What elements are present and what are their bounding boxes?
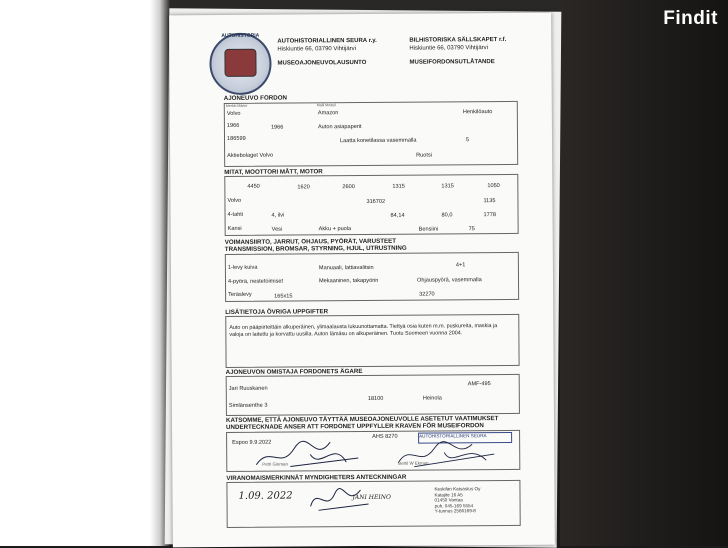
seats-value: 5 (466, 137, 470, 144)
cert-number-value: AHS 8270 (372, 433, 398, 440)
header-left (277, 38, 377, 68)
body-value: Kansi (227, 225, 242, 232)
wheels-value: Teräslevy (228, 291, 252, 298)
vehicle-section-title: AJONEUVO FORDON (223, 94, 288, 102)
volume-value: 1778 (483, 212, 497, 219)
cooling-value: Vesi (271, 226, 283, 233)
office-line-2: Katajite 16 A5 (434, 491, 463, 498)
society-stamp: AUTOHISTORIALLINEN SEURA (418, 432, 512, 444)
brakes-value: 4-pyörä, nestetoimiset (227, 278, 284, 285)
official-date-handwritten: 1.09. 2022 (238, 490, 293, 502)
dimensions-section-title: MITAT, MOOTTORI MÅTT, MOTOR (224, 168, 323, 176)
postal-value: 18100 (367, 395, 384, 402)
width-value: 1620 (297, 184, 310, 191)
society-seal (209, 33, 271, 95)
signer-2-name: Bertil W Ekman (398, 460, 429, 466)
year2-value: 1966 (270, 124, 284, 131)
official-section-title: VIRANOMAISMERKINNÄT MYNDIGHETERS ANTECKNINGAR (226, 473, 407, 482)
make-value: Volvo (226, 110, 241, 117)
manufacturer-value: Aktiebolaget Volvo (227, 152, 274, 159)
transmission-section-title (225, 238, 407, 253)
org-addr-fi: Hiskiuntie 66, 03790 Vihtijärvi (277, 45, 357, 53)
background-right (560, 0, 728, 546)
kind-value: Henkilöauto (462, 109, 493, 116)
model-value: Amazon (317, 110, 339, 117)
gearbox-value: Manuaali, lattiavalitsin (318, 264, 374, 272)
length-value: 4450 (247, 183, 260, 190)
weight-value: 1050 (487, 183, 500, 190)
notes-text: Auto on pääpiirteittäin alkuperäinen, ylimaalausta lukuunottamatta. Tiettyä osia kuten m.m. puskureita, maskia ja valoja on laitettu ja korvattu uusilla. Auton lämäsu on alkuperäinen. Tuotu Suomeen vuonna 2004. (229, 323, 498, 338)
seal-text: AUTOHISTORIA (221, 32, 260, 39)
owner-section-title: AJONEUVON OMISTAJA FORDONETS ÄGARE (225, 367, 363, 376)
title-sv: MUSEIFORDONSUTLÅTANDE (409, 59, 495, 66)
type-value: Auton asiapaperit (317, 123, 362, 131)
total-weight-value: 1135 (483, 198, 496, 205)
notes-box (225, 314, 519, 368)
ignition-value: Akku + puola (318, 226, 352, 233)
notes-section-title: LISÄTIETOJA ÖVRIGA UPPGIFTER (225, 308, 329, 316)
chassis-value: 186599 (226, 135, 246, 142)
model-label: Malli Modell (316, 103, 336, 108)
tyres-value: 165x15 (274, 293, 293, 300)
power-value: 75 (468, 226, 475, 233)
engine-no-value: 316702 (366, 198, 386, 205)
country-value: Ruotsi (416, 152, 433, 159)
track-front-value: 1315 (392, 183, 405, 190)
transmission-title-sv: TRANSMISSION, BROMSAR, STYRNING, HJUL, UTRUSTNING (224, 244, 407, 253)
official-signature-name: JANI HEINO (352, 493, 391, 502)
mechanical-brake-value: Mekaaninen, takapyörin (318, 277, 379, 285)
stroke-type-value: 4-tahti (227, 211, 244, 218)
owner-address-value: Simlänsenthe 3 (228, 402, 268, 409)
track-rear-value: 1315 (441, 183, 454, 190)
certify-line-fi: KATSOMME, ETTÄ AJONEUVO TÄYTTÄÄ MUSEOAJONEUVOLLE ASETETUT VAATIMUKSET (225, 415, 499, 424)
transmission-title-fi: VOIMANSIIRTO, JARRUT, OHJAUS, PYÖRÄT, VARUSTEET (224, 237, 397, 246)
make-label: Merkki Märke (225, 103, 248, 108)
office-line-5: Y-tunnus 2566169-8 (434, 508, 476, 514)
certify-line-sv: UNDERTECKNADE ANSER ATT FORDONET UPPFYLLER KRAVEN FÖR MUSEIFORDON (226, 422, 484, 431)
city-value: Heinola (422, 395, 442, 402)
museum-vehicle-certificate (169, 13, 555, 548)
owner-name-value: Jari Ruuskanen (228, 385, 268, 392)
clutch-value: 1-levy kuiva (227, 264, 258, 271)
office-line-1: Keskilan Katsastus Oy (434, 486, 481, 492)
org-addr-sv: Hiskiuntie 66, 03790 Vihtijärvi (409, 44, 489, 52)
signature-2-drawing (394, 438, 504, 473)
findit-logo: Findit (663, 8, 718, 29)
signer-1-name: Petri Ginman (262, 461, 288, 467)
year1-value: 1966 (226, 122, 240, 129)
place-date-value: Espoo 9.9.2022 (232, 439, 272, 446)
steering-value: Ohjauspyörä, vasemmalla (416, 277, 482, 284)
registration-value: AMF-495 (467, 381, 491, 388)
wheelbase-value: 2600 (342, 184, 355, 191)
bore-value: 84,14 (390, 212, 405, 219)
header-right (409, 37, 506, 67)
stroke-value: 80,0 (441, 212, 453, 219)
background-left (0, 0, 170, 546)
office-line-4: puh. 045-169 5554 (434, 503, 474, 509)
chassis-location-value: Laatta konetilassa vasemmalla (340, 137, 417, 145)
org-name-fi: AUTOHISTORIALLINEN SEURA r.y. (277, 37, 377, 45)
org-name-sv: BILHISTORISKA SÄLLSKAPET r.f. (409, 36, 507, 44)
gears-value: 4+1 (455, 262, 466, 269)
inspection-office-stamp (434, 486, 480, 514)
cylinders-value: 4, ilvi (271, 212, 285, 219)
seal-car-emblem (224, 49, 256, 77)
odometer-value: 32270 (419, 291, 435, 298)
office-line-3: 01450 Vantaa (434, 497, 463, 503)
engine-make-value: Volvo (227, 197, 242, 204)
title-fi: MUSEOAJONEUVOLAUSUNTO (277, 59, 367, 67)
fuel-value: Bensiini (418, 226, 439, 233)
signature-1-drawing (250, 434, 370, 475)
certify-section-title (226, 415, 499, 431)
